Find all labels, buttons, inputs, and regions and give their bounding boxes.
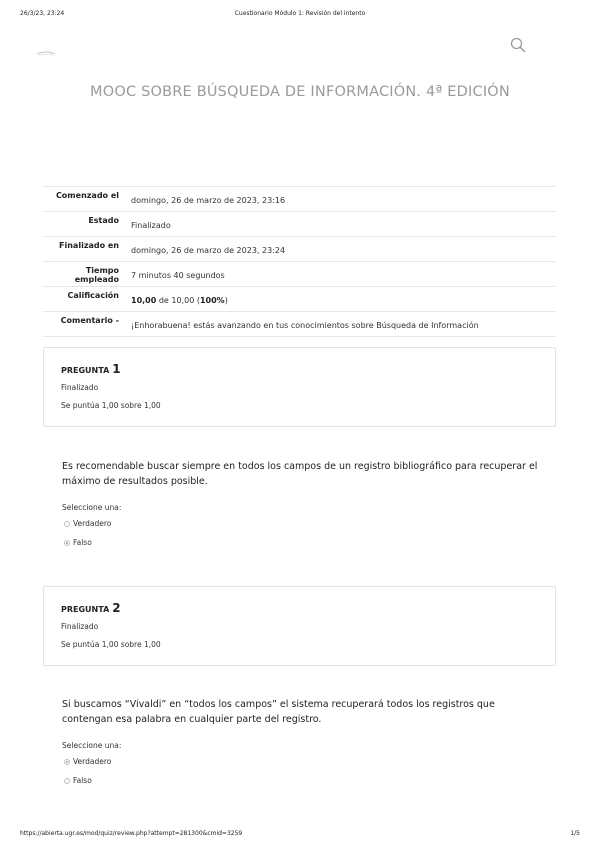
question-1-label: PREGUNTA [61,366,110,375]
started-label: Comenzado el [55,191,119,200]
question-2-option-verdadero[interactable] [64,757,111,766]
question-2-prompt: Seleccione una: [62,741,122,750]
print-footer [0,830,600,842]
course-title: MOOC SOBRE BÚSQUEDA DE INFORMACIÓN. 4ª EDICIÓN [90,84,510,100]
grade-score: 10,00 [131,296,157,305]
radio-checked-icon[interactable] [64,759,70,765]
summary-row-started [43,187,556,212]
question-2-number: 2 [112,601,121,615]
question-2-state: Finalizado [61,622,99,631]
question-1-text: Es recomendable buscar siempre en todos los campos de un registro bibliográfico para recuperar el máximo de resultados posible. [62,461,538,487]
question-1-state: Finalizado [61,383,99,392]
question-1-info [43,347,556,427]
time-value: 7 minutos 40 segundos [131,271,225,280]
question-1-heading [61,362,121,376]
question-2-text: Si buscamos “Vivaldi” en “todos los campos” el sistema recuperará todos los registros que contengan esa palabra en cualquier parte del registro. [62,699,495,725]
print-date: 26/3/23, 23:24 [20,10,65,17]
grade-percent: 100% [199,296,225,305]
grade-value [129,287,556,311]
print-title: Cuestionario Módulo 1: Revisión del intento [234,10,366,17]
search-icon[interactable] [510,37,526,53]
option-label: Verdadero [73,519,112,528]
attempt-summary-table [43,186,556,337]
logo-icon[interactable] [36,42,56,50]
question-2-label: PREGUNTA [61,605,110,614]
started-value: domingo, 26 de marzo de 2023, 23:16 [131,196,286,205]
time-label: Tiempo empleado [74,266,119,284]
option-label: Falso [73,538,92,547]
option-label: Falso [73,776,92,785]
grade-label: Calificación [67,291,119,300]
question-2-option-falso[interactable] [64,776,92,785]
summary-row-finished [43,237,556,262]
radio-icon[interactable] [64,521,70,527]
grade-mid: de 10,00 ( [156,296,200,305]
question-1-prompt: Seleccione una: [62,503,122,512]
print-page-number: 1/5 [570,830,580,837]
state-value: Finalizado [131,221,171,230]
question-2-grade: Se puntúa 1,00 sobre 1,00 [61,640,161,649]
comment-value: ¡Enhorabuena! estás avanzando en tus conocimientos sobre Búsqueda de Información [131,321,479,330]
summary-row-grade [43,287,556,312]
question-2-heading [61,601,121,615]
comment-label: Comentario - [60,316,119,325]
question-1-option-verdadero[interactable] [64,519,111,528]
radio-icon[interactable] [64,778,70,784]
radio-checked-icon[interactable] [64,540,70,546]
question-1-grade: Se puntúa 1,00 sobre 1,00 [61,401,161,410]
summary-row-time [43,262,556,287]
summary-row-state [43,212,556,237]
finished-label: Finalizado en [59,241,119,250]
option-label: Verdadero [73,757,112,766]
finished-value: domingo, 26 de marzo de 2023, 23:24 [131,246,286,255]
state-label: Estado [88,216,119,225]
question-2-info [43,586,556,666]
print-header [0,10,600,22]
question-1-number: 1 [112,362,121,376]
grade-end: ) [224,296,228,305]
summary-row-comment [43,312,556,337]
print-url: https://abierta.ugr.es/mod/quiz/review.php?attempt=281300&cmid=3259 [20,830,243,837]
question-1-option-falso[interactable] [64,538,92,547]
